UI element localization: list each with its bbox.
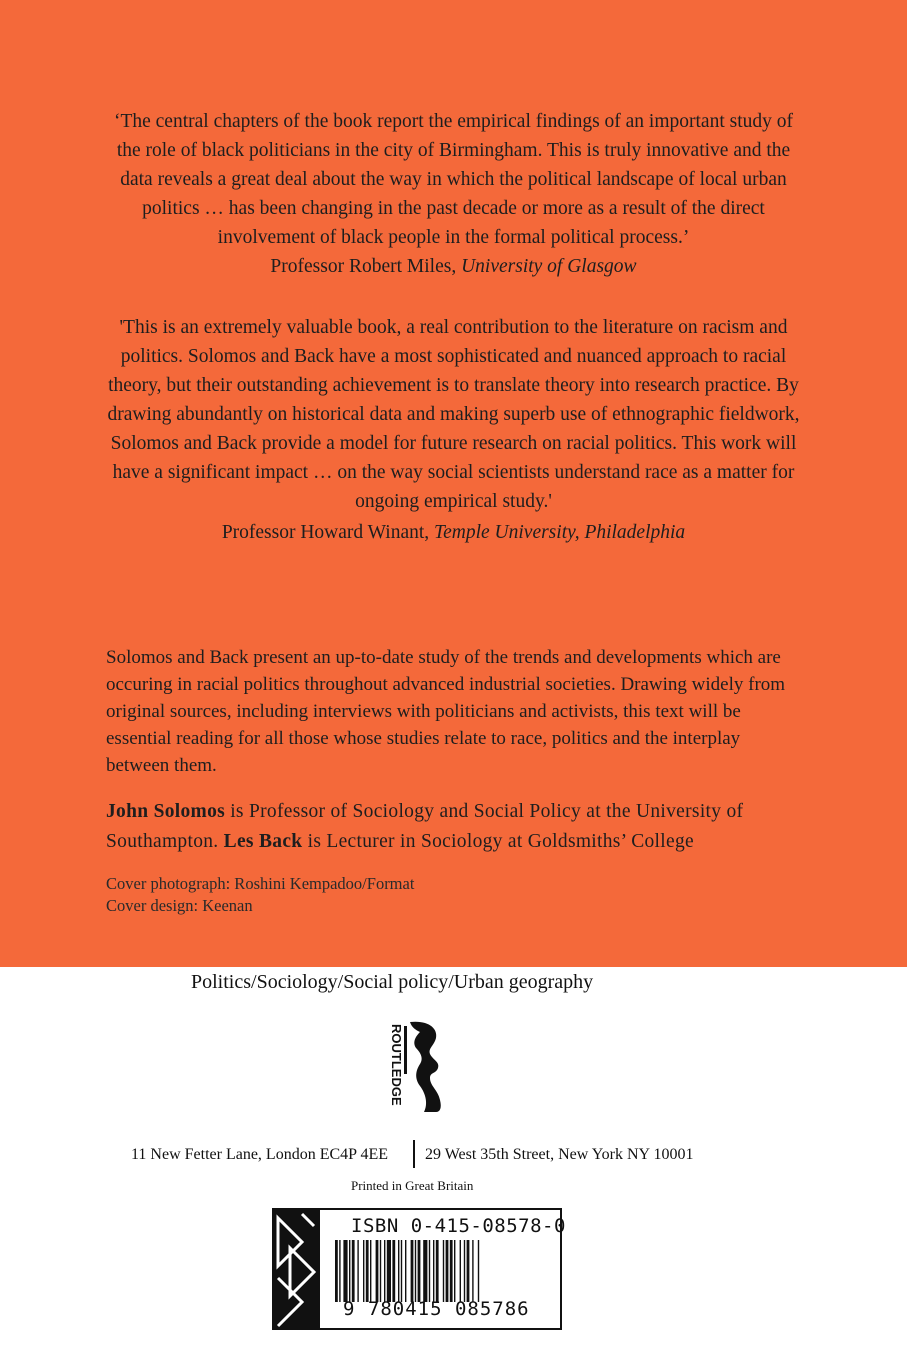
quote-author: Professor Robert Miles, — [270, 256, 457, 277]
author-role: is Lecturer in Sociology at Goldsmiths’ College — [302, 831, 694, 852]
quote-affiliation: Temple University, Philadelphia — [434, 522, 686, 543]
subject-categories: Politics/Sociology/Social policy/Urban geography — [191, 971, 594, 993]
routledge-logo — [380, 1020, 452, 1115]
publisher-emblem — [272, 1208, 320, 1330]
ean-number: 9 780415 085786 — [343, 1298, 530, 1320]
author-name: John Solomos — [106, 801, 226, 822]
quote-affiliation: University of Glasgow — [461, 256, 637, 277]
review-quote-1 — [100, 107, 807, 281]
photo-credit: Cover photograph: Roshini Kempadoo/Format — [106, 874, 415, 893]
review-quote-2 — [100, 313, 807, 547]
design-credit: Cover design: Keenan — [106, 896, 253, 915]
book-blurb: Solomos and Back present an up-to-date study of the trends and developments which are occuring in racial politics throughout advanced industrial societies. Drawing widely from original sources, including interviews with politicians and activists, this text will be essential reading for all those whose studies relate to race, politics and the interplay between them. — [106, 647, 786, 776]
quote-attribution — [100, 518, 807, 547]
quote-author: Professor Howard Winant, — [221, 522, 430, 543]
quote-text: ‘The central chapters of the book report the empirical findings of an important study of the role of black politicians in the city of Birmingham. This is truly innovative and the data reveals a great deal about the way in which the political landscape of local urban politics … has been changing in the past decade or more as a result of the direct involvement of black people in the formal political process.’ — [113, 111, 794, 248]
routledge-logo-text: ROUTLEDGE — [389, 1024, 404, 1106]
quote-text: 'This is an extremely valuable book, a real contribution to the literature on racism and politics. Solomos and Back have a most sophisticated and nuanced approach to racial theory, but their outstanding achievement is to translate theory into research practice. By drawing abundantly on historical data and making superb use of ethnographic fieldwork, Solomos and Back provide a model for future research on racial politics. This work will have a significant impact … on the way social scientists understand race as a matter for ongoing empirical study.' — [107, 317, 800, 512]
author-name: Les Back — [223, 831, 303, 852]
address-divider — [413, 1140, 415, 1168]
printed-in: Printed in Great Britain — [351, 1178, 474, 1193]
barcode-bars — [335, 1240, 545, 1302]
author-bios — [106, 797, 826, 857]
cover-credits — [106, 873, 414, 917]
address-new-york: 29 West 35th Street, New York NY 10001 — [425, 1146, 694, 1163]
address-london: 11 New Fetter Lane, London EC4P 4EE — [131, 1146, 388, 1163]
isbn-label: ISBN 0-415-08578-0 — [351, 1215, 566, 1237]
author-role: is Professor of Sociology and Social Policy at the University of Southampton. — [106, 801, 744, 852]
quote-attribution — [100, 252, 807, 281]
